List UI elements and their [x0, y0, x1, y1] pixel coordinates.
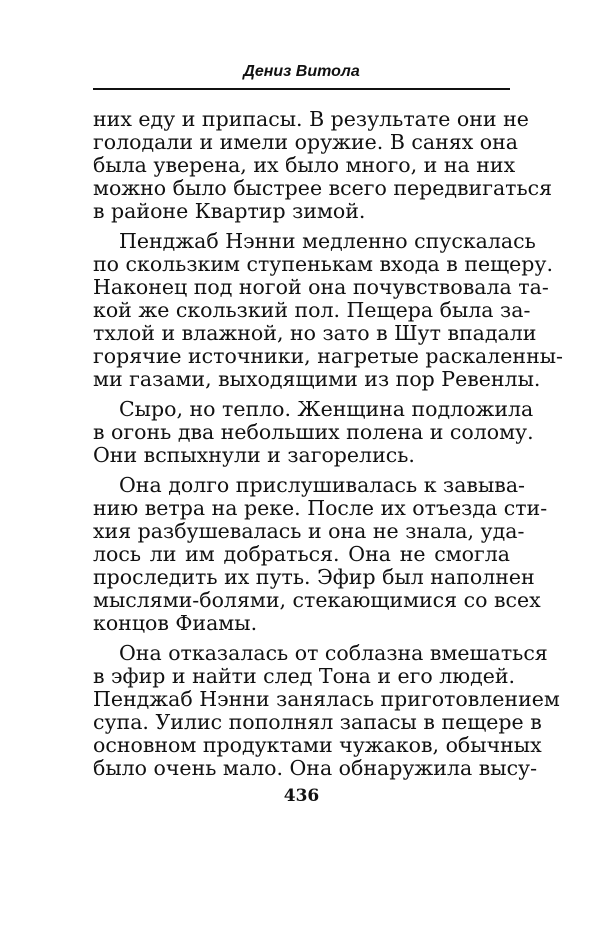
- text-line: проследить их путь. Эфир был наполнен: [93, 565, 535, 589]
- paragraph: [93, 641, 560, 780]
- text-line: концов Фиамы.: [93, 611, 258, 635]
- paragraph: [93, 107, 553, 223]
- text-line: кой же скользкий пол. Пещера была за-: [93, 298, 531, 322]
- text-line: в огонь два небольших полена и солому.: [93, 420, 534, 444]
- text-line: Сыро, но тепло. Женщина подложила: [119, 397, 534, 421]
- page-number: 436: [283, 786, 320, 806]
- text-line: ми газами, выходящими из пор Ревенлы.: [93, 367, 541, 391]
- header-rule: [93, 88, 510, 90]
- text-line: тхлой и влажной, но зато в Шут впадали: [93, 321, 537, 345]
- paragraph: [93, 397, 534, 467]
- text-line: была уверена, их было много, и на них: [93, 153, 516, 177]
- text-line: Пенджаб Нэнни медленно спускалась: [119, 229, 536, 253]
- text-line: голодали и имели оружие. В санях она: [93, 130, 519, 154]
- text-line: Она долго прислушивалась к завыва-: [119, 473, 525, 497]
- paragraph: [93, 229, 563, 391]
- text-line: Она отказалась от соблазна вмешаться: [119, 641, 548, 665]
- text-line: было очень мало. Она обнаружила высу-: [93, 756, 538, 780]
- running-header: Дениз Витола: [243, 63, 360, 80]
- text-line: Пенджаб Нэнни занялась приготовлением: [93, 687, 560, 711]
- text-line: можно было быстрее всего передвигаться: [93, 176, 553, 200]
- text-line: нию ветра на реке. После их отъезда сти-: [93, 496, 548, 520]
- text-line: Они вспыхнули и загорелись.: [93, 443, 415, 467]
- text-line: горячие источники, нагретые раскаленны-: [93, 344, 563, 368]
- body-text: [93, 107, 563, 787]
- text-line: в эфир и найти след Тона и его людей.: [93, 664, 516, 688]
- paragraph: [93, 473, 548, 635]
- text-line: мыслями-болями, стекающимися со всех: [93, 588, 541, 612]
- text-line: основном продуктами чужаков, обычных: [93, 733, 542, 757]
- text-line: по скользким ступенькам входа в пещеру.: [93, 252, 554, 276]
- text-line: лось ли им добраться. Она не смогла: [93, 542, 510, 566]
- text-line: Наконец под ногой она почувствовала та-: [93, 275, 549, 299]
- text-line: в районе Квартир зимой.: [93, 199, 366, 223]
- text-line: супа. Уилис пополнял запасы в пещере в: [93, 710, 542, 734]
- text-line: них еду и припасы. В результате они не: [93, 107, 529, 131]
- text-line: хия разбушевалась и она не знала, уда-: [93, 519, 525, 543]
